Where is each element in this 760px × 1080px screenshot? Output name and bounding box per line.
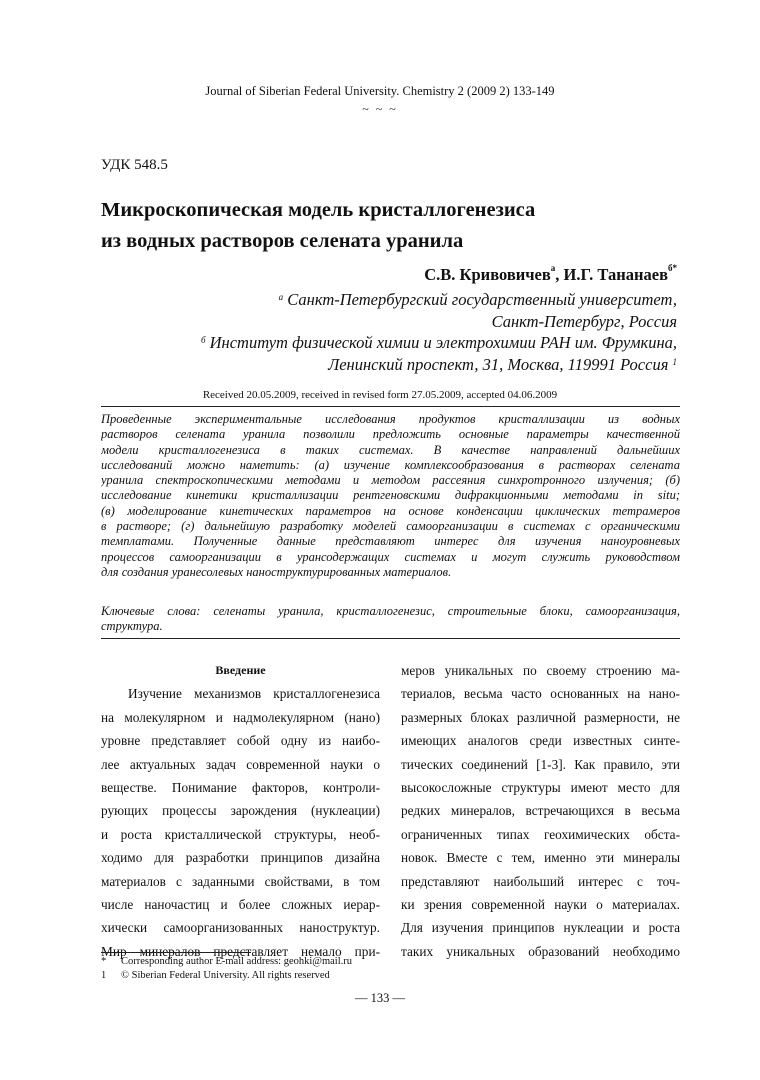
body-line: веществе. Понимание факторов, контроли- [101,780,380,796]
body-line: редких минералов, встречающихся в весьма [401,803,680,819]
affil-text: Институт физической химии и электрохимии РАН им. Фрумкина, [205,333,677,352]
footnote [101,955,352,969]
body-line: таких уникальных образований необходимо [401,943,680,959]
keywords-line: структура. [101,619,163,634]
body-line: числе наночастиц и более сложных иерар- [101,897,380,913]
abstract-line: процессов самоорганизации в урансодержащих системах и могут служить руководством [101,549,680,564]
affiliation-line [201,332,677,354]
received-dates: Received 20.05.2009, received in revised form 27.05.2009, accepted 04.06.2009 [202,389,558,401]
affil-text: Санкт-Петербургский государственный университет, [283,290,677,309]
title-line: из водных растворов селената уранила [101,230,464,252]
body-column-right [401,659,680,963]
abstract-line: для создания уранесолевых наноструктурированных материалов. [101,564,452,579]
body-line: высокосложные структуры имеют место для [401,780,680,796]
journal-header: Journal of Siberian Federal University. Chemistry 2 (2009 2) 133-149 [205,84,555,98]
body-line: тических соединений [1-3]. Как правило, эти [401,756,680,772]
section-heading: Введение [215,663,266,677]
page-number: — 133 — [355,991,405,1005]
abstract-line: исследование кинетики кристаллизации рентгеновскими дифракционными методами in situ; [101,488,680,503]
body-line: ходимо для разработки принципов дизайна [101,850,380,866]
affiliations [201,289,677,375]
body-line: размерных блоках различной размерности, не [401,709,680,725]
body-line: Мир минералов представляет немало при- [101,943,380,959]
body-line: новок. Вместе с тем, именно эти минералы [401,850,680,866]
footnote-mark: 1 [672,356,677,367]
abstract [101,412,680,580]
article-title [101,195,535,257]
affil-mark: б [200,335,206,345]
body-line: имеющих аналогов среди известных синте- [401,733,680,749]
footnote-mark: 1 [101,970,107,981]
footnote-rule [101,952,251,953]
body-line: и роста кристаллической структуры, необ- [101,826,380,842]
abstract-line: уранила спектроскопическими методами и методом рассеяния синхротронного излучения; (б) [101,473,680,488]
body-line: представляют наибольший интерес с точ- [401,873,680,889]
affil-text: Ленинский проспект, 31, Москва, 119991 Россия [328,354,673,374]
udk-code: УДК 548.5 [101,157,168,173]
body-line: ки зрения современной науки о материалах. [401,897,680,913]
affiliation-line [201,354,677,376]
footnote-text: Corresponding author E-mail address: geohki@mail.ru [121,956,352,967]
author-separator: , [555,265,564,284]
author-affil-mark: а [550,263,556,273]
body-line: териалов, весьма часто основанных на нано- [401,686,680,702]
author-name: И.Г. Тананаев [563,265,668,284]
abstract-line: растворов селената уранила позволили предложить основные параметры качественной [101,427,680,442]
footnote-text: © Siberian Federal University. All rights reserved [121,970,330,981]
affil-mark: а [278,292,284,302]
body-line: материалов с заданными свойствами, в том [101,873,380,889]
footnotes [101,955,352,983]
body-line: ограниченных типах геохимических обста- [401,826,680,842]
header-ornament: ~ ~ ~ [362,102,398,116]
abstract-bottom-rule [101,638,680,639]
body-line: Для изучения принципов нуклеации и роста [401,920,680,936]
author-affil-mark: б* [668,263,677,273]
abstract-line: исследований можно наметить: (а) изучение комплексообразования в растворах селената [101,457,680,472]
abstract-line: в растворе; (г) дальнейшую разработку моделей самоорганизации в системах с органическими [101,519,680,534]
body-line: хически самоорганизованных наноструктур. [101,920,380,936]
body-line: Изучение механизмов кристаллогенезиса [128,686,380,702]
footnote [101,969,352,983]
body-line: уровне представляет собой одну из наибо- [101,733,380,749]
abstract-line: Проведенные экспериментальные исследования продуктов кристаллизации из водных [101,412,680,426]
abstract-line: модели кристаллогенезиса в таких системах. В качестве направлений дальнейших [101,442,680,457]
affiliation-line [201,289,677,311]
author-name: С.В. Кривовичев [424,265,551,284]
body-line: лее актуальных задач современной науки о [101,756,380,772]
affiliation-line: Санкт-Петербург, Россия [491,311,677,331]
authors [424,265,677,285]
keywords [101,604,680,635]
body-line: меров уникальных по своему строению ма- [401,663,680,678]
body-line: рующих процессы зарождения (нуклеации) [101,803,380,819]
keywords-line: Ключевые слова: селенаты уранила, кристаллогенезис, строительные блоки, самоорганизация, [101,604,680,618]
abstract-line: (в) моделирование кинетических параметров на основе конденсации циклических тетрамеров [101,503,680,518]
body-column-left [101,659,380,963]
abstract-top-rule [101,406,680,407]
title-line: Микроскопическая модель кристаллогенезиса [101,199,536,221]
abstract-line: темплатами. Полученные данные представляют интерес для изучения наноуровневых [101,534,680,549]
footnote-mark: * [101,956,107,967]
body-line: на молекулярном и надмолекулярном (нано) [101,709,380,725]
